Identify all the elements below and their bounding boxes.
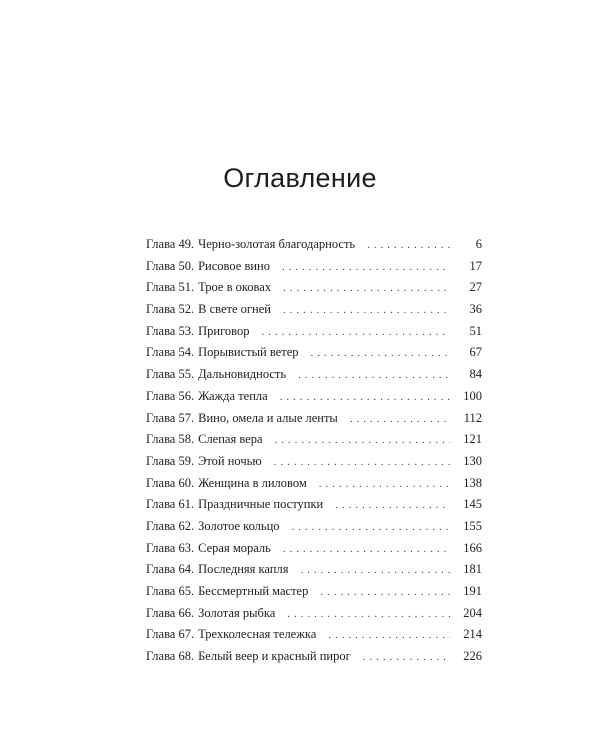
toc-chapter-title: Трехколесная тележка [198,627,317,642]
toc-dot-leader [335,495,450,517]
toc-chapter-title: Дальновидность [198,367,287,382]
toc-entry [146,408,482,430]
toc-entry [146,646,482,668]
toc-dot-leader [350,409,450,431]
toc-entry [146,364,482,386]
toc-page-number: 166 [463,540,482,555]
toc-page-number: 121 [463,432,482,447]
toc-page-number: 67 [469,345,482,360]
toc-dot-leader [283,539,450,561]
toc-page-number: 138 [463,475,482,490]
toc-dot-leader [311,343,451,365]
toc-page-number: 36 [469,302,482,317]
toc-chapter-title: Последняя капля [198,562,289,577]
toc-chapter-title: Золотое кольцо [198,518,280,533]
toc-dot-leader [300,560,450,582]
toc-entry [146,342,482,364]
toc-chapter-number: Глава 56. [146,388,195,403]
toc-chapter-number: Глава 61. [146,497,195,512]
toc-chapter-title: Жажда тепла [198,388,268,403]
toc-dot-leader [274,452,450,474]
toc-page-number: 204 [463,605,482,620]
toc-chapter-title: Золотая рыбка [198,605,276,620]
toc-dot-leader [283,300,450,322]
toc-page-number: 27 [469,280,482,295]
toc-dot-leader [275,430,450,452]
toc-entry [146,277,482,299]
toc-dot-leader [367,235,450,257]
toc-page-number: 214 [463,627,482,642]
toc-chapter-number: Глава 55. [146,367,195,382]
toc-page-number: 84 [469,367,482,382]
toc-chapter-number: Глава 51. [146,280,195,295]
toc-page-number: 51 [469,323,482,338]
toc-chapter-number: Глава 62. [146,518,195,533]
toc-dot-leader [280,387,450,409]
toc-entry [146,494,482,516]
toc-chapter-number: Глава 49. [146,237,195,251]
toc-dot-leader [363,647,450,669]
toc-chapter-number: Глава 54. [146,345,195,360]
toc-chapter-title: Бессмертный мастер [198,584,309,598]
toc-entry [146,234,482,256]
toc-entry [146,603,482,625]
toc-entry [146,299,482,321]
toc-chapter-title: Рисовое вино [198,258,270,273]
toc-chapter-number: Глава 58. [146,432,195,447]
toc-page-number: 145 [463,497,482,512]
toc-chapter-title: Серая мораль [198,540,271,555]
toc-page-number: 100 [463,388,482,403]
toc-chapter-title: Этой ночью [198,453,262,468]
toc-chapter-title: Белый веер и красный пирог [198,649,351,664]
toc-dot-leader [282,257,450,279]
toc-chapter-number: Глава 57. [146,410,195,425]
page-title: Оглавление [223,163,377,193]
toc-entry [146,429,482,451]
toc-dot-leader [320,582,450,604]
toc-chapter-number: Глава 64. [146,562,195,577]
toc-dot-leader [261,322,450,344]
toc-chapter-number: Глава 59. [146,453,195,468]
toc-entry [146,321,482,343]
toc-dot-leader [287,604,450,626]
toc-page-number: 155 [463,518,482,533]
toc-chapter-title: Праздничные поступки [198,497,324,512]
toc-entry [146,559,482,581]
toc-page-number: 130 [463,453,482,468]
toc-chapter-title: Порывистый ветер [198,345,299,360]
toc-page-number: 17 [469,258,482,273]
toc-page-number: 181 [463,562,482,577]
toc-dot-leader [283,278,450,300]
toc-chapter-number: Глава 53. [146,323,195,338]
toc-chapter-number: Глава 67. [146,627,195,642]
toc-chapter-number: Глава 60. [146,475,195,490]
toc-entry [146,451,482,473]
toc-page-number: 191 [463,584,482,598]
toc-chapter-title: Вино, омела и алые ленты [198,410,338,425]
toc-chapter-title: Женщина в лиловом [198,475,307,490]
toc-entry [146,516,482,538]
toc-chapter-number: Глава 66. [146,605,195,620]
toc-entry [146,473,482,495]
toc-page-number: 112 [463,410,482,425]
toc-entry [146,581,482,603]
toc-entry [146,624,482,646]
toc-page-number: 6 [475,237,482,251]
toc-dot-leader [292,517,450,539]
toc-entry [146,386,482,408]
toc-chapter-number: Глава 68. [146,649,195,664]
toc-chapter-number: Глава 50. [146,258,195,273]
toc-dot-leader [298,365,450,387]
toc-chapter-title: В свете огней [198,302,271,317]
toc-chapter-number: Глава 52. [146,302,195,317]
toc-dot-leader [319,474,450,496]
toc-chapter-title: Приговор [198,323,250,338]
toc-chapter-title: Черно-золотая благодарность [198,237,356,251]
toc-chapter-title: Слепая вера [198,432,263,447]
toc-chapter-number: Глава 63. [146,540,195,555]
toc-chapter-title: Трое в оковах [198,280,272,295]
toc-list [146,234,482,668]
toc-page-number: 226 [463,649,482,664]
toc-entry [146,538,482,560]
toc-chapter-number: Глава 65. [146,584,195,598]
toc-dot-leader [328,625,450,647]
toc-entry [146,256,482,278]
